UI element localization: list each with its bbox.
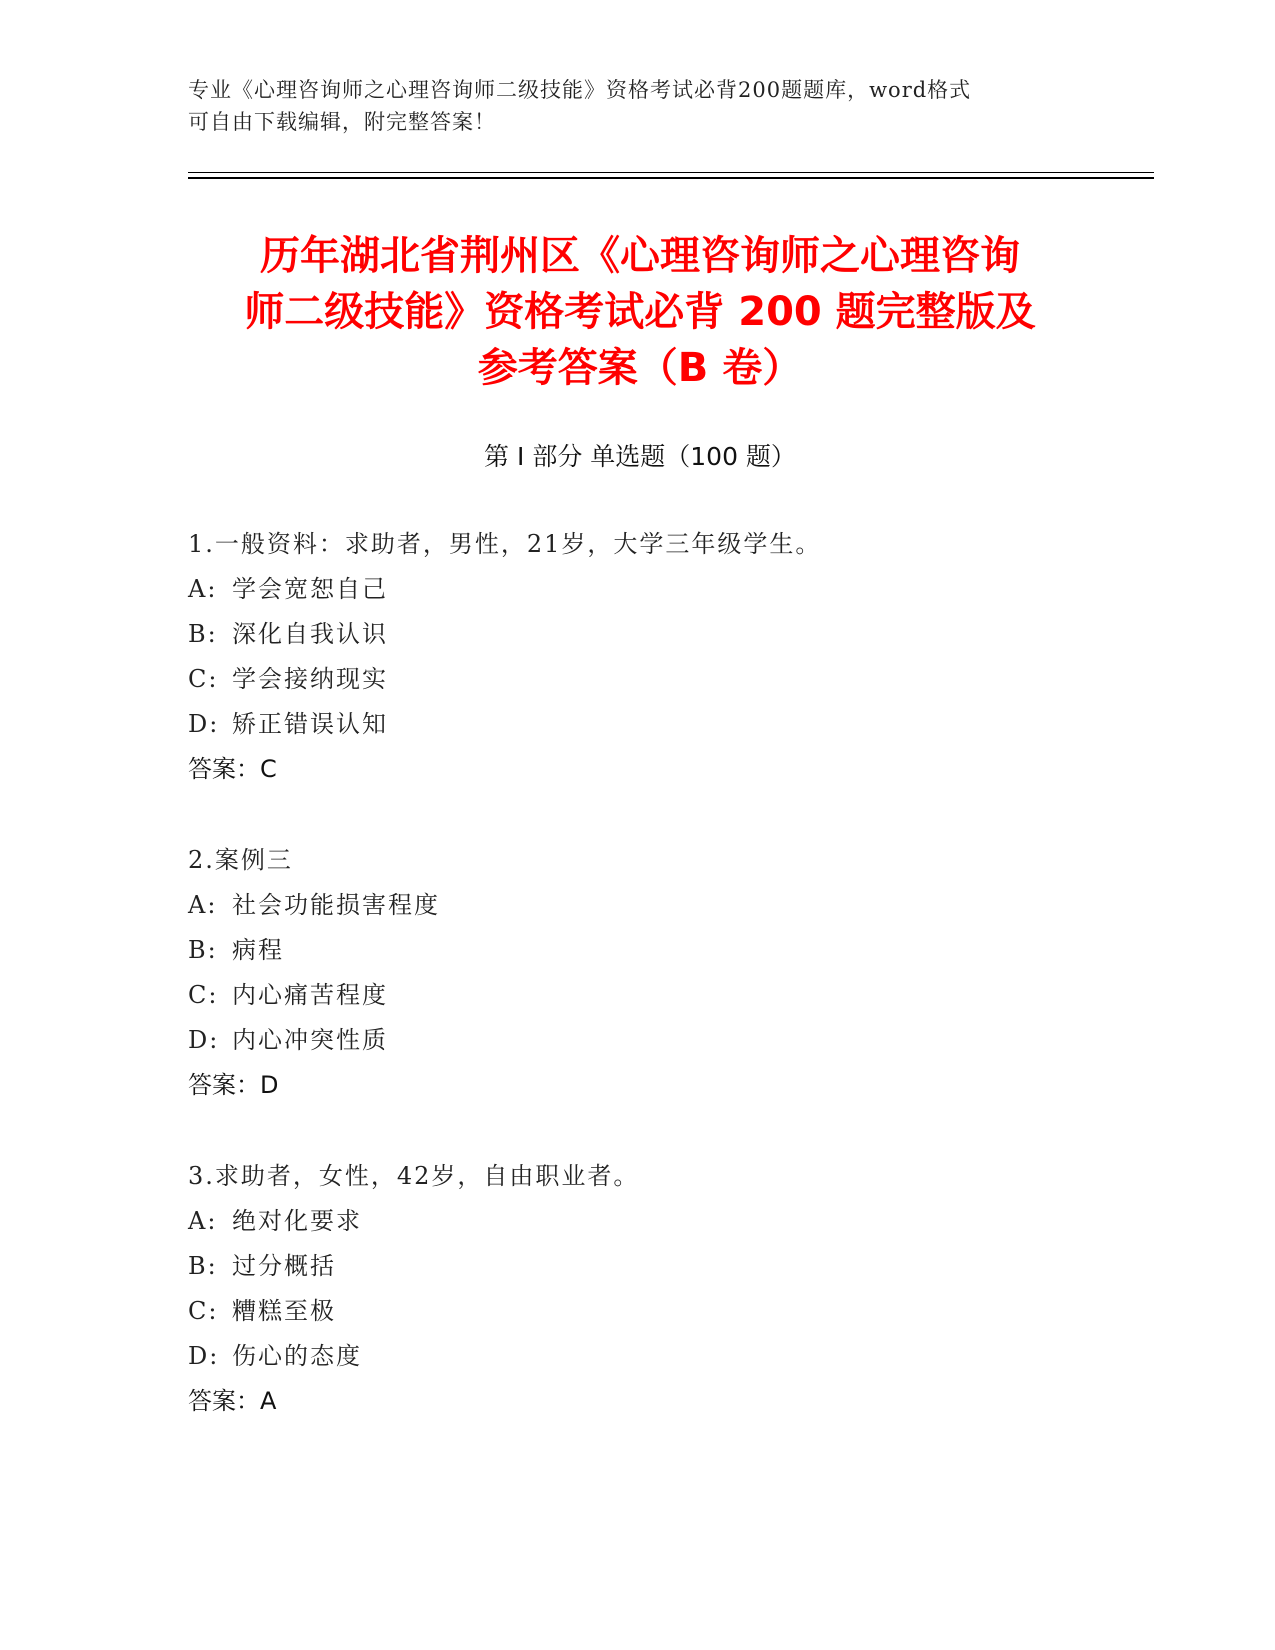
header-note [188,74,1068,138]
document-title-line-2: 师二级技能》资格考试必背 200 题完整版及 [244,289,1036,335]
option-letter: D: [188,710,220,738]
question-answer: 答案：A [188,1387,277,1415]
question-option-b [188,1244,1148,1289]
question-stem: 2.案例三 [188,846,293,874]
option-letter: B: [188,1252,218,1280]
question-option-b [188,612,1148,657]
question-option-c [188,657,1148,702]
option-letter: C: [188,665,219,693]
question-option-d [188,1334,1148,1379]
option-text: 学会接纳现实 [232,665,388,693]
option-letter: B: [188,620,218,648]
question-option-c [188,973,1148,1018]
header-rule-thin [188,172,1154,173]
question-2 [188,838,1148,1108]
question-stem: 3.求助者，女性，42岁，自由职业者。 [188,1162,640,1190]
document-title-line-1: 历年湖北省荆州区《心理咨询师之心理咨询 [260,233,1020,279]
option-text: 糟糕至极 [232,1297,336,1325]
question-option-a [188,1199,1148,1244]
question-option-d [188,1018,1148,1063]
option-text: 社会功能损害程度 [232,891,440,919]
option-letter: A: [188,891,218,919]
option-letter: B: [188,936,218,964]
question-option-a [188,883,1148,928]
question-option-c [188,1289,1148,1334]
option-text: 深化自我认识 [232,620,388,648]
option-text: 内心冲突性质 [232,1026,388,1054]
option-text: 矫正错误认知 [232,710,388,738]
question-answer: 答案：D [188,1071,279,1099]
question-1 [188,522,1148,792]
header-note-line-2: 可自由下载编辑，附完整答案！ [188,110,496,134]
option-letter: D: [188,1342,220,1370]
question-option-d [188,702,1148,747]
document-title [150,228,1130,396]
option-text: 伤心的态度 [232,1342,362,1370]
question-answer: 答案：C [188,755,277,783]
option-text: 内心痛苦程度 [232,981,388,1009]
header-note-line-1: 专业《心理咨询师之心理咨询师二级技能》资格考试必背200题题库，word格式 [188,78,972,102]
option-text: 病程 [232,936,284,964]
header-rule-thick [188,177,1154,179]
option-text: 过分概括 [232,1252,336,1280]
document-title-line-3: 参考答案（B 卷） [477,345,803,391]
option-letter: D: [188,1026,220,1054]
question-option-b [188,928,1148,973]
option-letter: C: [188,981,219,1009]
option-text: 绝对化要求 [232,1207,362,1235]
section-title: 第 I 部分 单选题（100 题） [484,442,796,471]
question-option-a [188,567,1148,612]
option-letter: A: [188,1207,218,1235]
option-letter: C: [188,1297,219,1325]
question-3 [188,1154,1148,1424]
question-stem: 1.一般资料：求助者，男性，21岁，大学三年级学生。 [188,530,822,558]
option-text: 学会宽恕自己 [232,575,388,603]
option-letter: A: [188,575,218,603]
